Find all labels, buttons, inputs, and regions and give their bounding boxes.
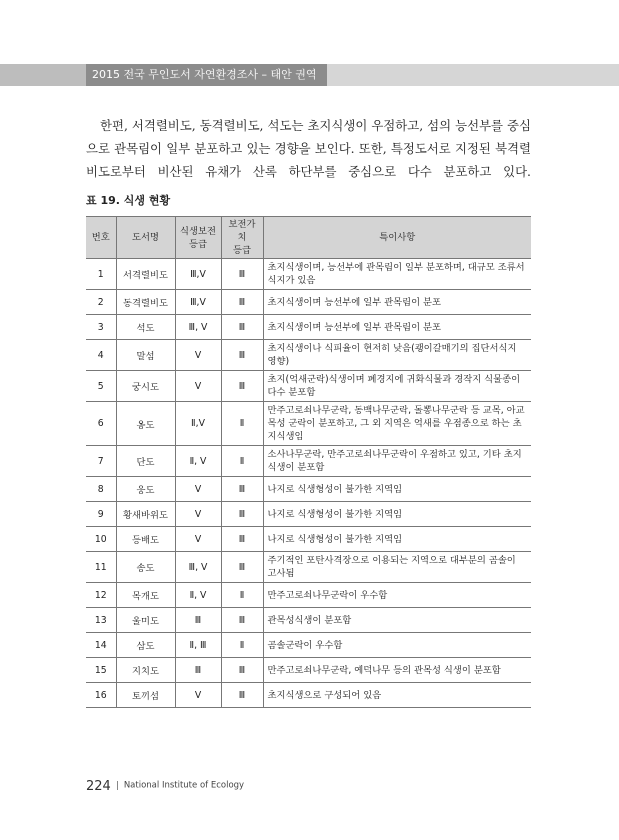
table-row [86, 315, 531, 340]
table-row [86, 477, 531, 502]
cell-island: 동격렬비도 [116, 290, 175, 315]
cell-number: 13 [86, 608, 116, 633]
cell-veg-grade: Ⅱ,Ⅴ [175, 402, 221, 446]
cell-island: 지치도 [116, 658, 175, 683]
cell-number: 16 [86, 683, 116, 708]
vegetation-status-table [86, 216, 531, 708]
running-header-title: 2015 전국 무인도서 자연환경조사 – 태안 권역 [86, 64, 327, 86]
institute-name: National Institute of Ecology [123, 780, 245, 791]
header-cons-grade [221, 217, 263, 259]
cell-island: 서격렬비도 [116, 259, 175, 290]
cell-island: 삼도 [116, 633, 175, 658]
cell-note: 초지식생이나 식피율이 현저히 낮음(괭이갈매기의 집단서식지 영향) [263, 340, 531, 371]
cell-number: 8 [86, 477, 116, 502]
header-cons-grade-line1: 보전가치 [228, 219, 256, 243]
cell-veg-grade: Ⅲ, Ⅴ [175, 552, 221, 583]
table-row [86, 608, 531, 633]
cell-number: 12 [86, 583, 116, 608]
cell-island: 궁시도 [116, 371, 175, 402]
cell-number: 3 [86, 315, 116, 340]
header-veg-grade-line2: 등급 [189, 238, 207, 250]
header-number: 번호 [86, 217, 116, 259]
table-row [86, 402, 531, 446]
cell-veg-grade: Ⅴ [175, 502, 221, 527]
table-row [86, 633, 531, 658]
cell-island: 웅도 [116, 477, 175, 502]
cell-veg-grade: Ⅲ,Ⅴ [175, 259, 221, 290]
cell-island: 목개도 [116, 583, 175, 608]
header-island: 도서명 [116, 217, 175, 259]
cell-cons-grade: Ⅲ [221, 290, 263, 315]
cell-veg-grade: Ⅴ [175, 371, 221, 402]
header-band-cap [0, 64, 86, 86]
cell-cons-grade: Ⅲ [221, 552, 263, 583]
cell-veg-grade: Ⅲ, Ⅴ [175, 315, 221, 340]
cell-island: 석도 [116, 315, 175, 340]
cell-number: 11 [86, 552, 116, 583]
cell-cons-grade: Ⅲ [221, 340, 263, 371]
cell-note: 만주고로쇠나무군락이 우수함 [263, 583, 531, 608]
cell-cons-grade: Ⅲ [221, 502, 263, 527]
footer-divider [117, 781, 118, 790]
cell-island: 송도 [116, 552, 175, 583]
cell-veg-grade: Ⅴ [175, 527, 221, 552]
cell-island: 단도 [116, 446, 175, 477]
body-paragraph-block [86, 114, 531, 183]
cell-note: 곰솔군락이 우수함 [263, 633, 531, 658]
running-header-band [0, 64, 619, 86]
header-veg-grade-line1: 식생보전 [180, 225, 216, 237]
cell-cons-grade: Ⅲ [221, 527, 263, 552]
cell-cons-grade: Ⅲ [221, 683, 263, 708]
table-row [86, 502, 531, 527]
cell-cons-grade: Ⅲ [221, 315, 263, 340]
cell-cons-grade: Ⅱ [221, 446, 263, 477]
cell-number: 6 [86, 402, 116, 446]
cell-island: 황새바위도 [116, 502, 175, 527]
cell-veg-grade: Ⅱ, Ⅴ [175, 446, 221, 477]
body-paragraph: 한편, 서격렬비도, 동격렬비도, 석도는 초지식생이 우점하고, 섬의 능선부를 중심으로 관목림이 일부 분포하고 있는 경향을 보인다. 또한, 특정도서로 지정된 북격렬비도로부터 비산된 유채가 산록 하단부를 중심으로 다수 분포하고 있다. [86, 118, 531, 179]
cell-number: 2 [86, 290, 116, 315]
cell-veg-grade: Ⅴ [175, 683, 221, 708]
cell-island: 토끼섬 [116, 683, 175, 708]
page-number: 224 [86, 779, 111, 794]
cell-number: 5 [86, 371, 116, 402]
cell-number: 15 [86, 658, 116, 683]
table-row [86, 583, 531, 608]
table-row [86, 527, 531, 552]
table-row [86, 371, 531, 402]
cell-number: 7 [86, 446, 116, 477]
table-row [86, 340, 531, 371]
cell-cons-grade: Ⅱ [221, 402, 263, 446]
table-row [86, 552, 531, 583]
cell-veg-grade: Ⅲ,Ⅴ [175, 290, 221, 315]
cell-cons-grade: Ⅲ [221, 658, 263, 683]
cell-veg-grade: Ⅲ [175, 658, 221, 683]
cell-cons-grade: Ⅲ [221, 608, 263, 633]
cell-island: 말섬 [116, 340, 175, 371]
header-cons-grade-line2: 등급 [233, 245, 251, 256]
cell-note: 관목성식생이 분포함 [263, 608, 531, 633]
cell-veg-grade: Ⅴ [175, 340, 221, 371]
cell-note: 초지(억새군락)식생이며 폐경지에 귀화식물과 경작지 식물종이 다수 분포함 [263, 371, 531, 402]
cell-number: 1 [86, 259, 116, 290]
cell-cons-grade: Ⅲ [221, 371, 263, 402]
cell-number: 4 [86, 340, 116, 371]
cell-note: 나지로 식생형성이 불가한 지역임 [263, 502, 531, 527]
cell-note: 만주고로쇠나무군락, 동백나무군락, 돌뽕나무군락 등 교목, 아교목성 군락이 분포하고, 그 외 지역은 억새를 우점종으로 하는 초지식생임 [263, 402, 531, 446]
cell-number: 14 [86, 633, 116, 658]
cell-number: 9 [86, 502, 116, 527]
cell-note: 만주고로쇠나무군락, 예덕나무 등의 관목성 식생이 분포함 [263, 658, 531, 683]
cell-note: 나지로 식생형성이 불가한 지역임 [263, 527, 531, 552]
page-footer [86, 775, 244, 794]
cell-island: 옹도 [116, 402, 175, 446]
table-header-row [86, 217, 531, 259]
cell-note: 초지식생이며 능선부에 일부 관목림이 분포 [263, 290, 531, 315]
cell-veg-grade: Ⅲ [175, 608, 221, 633]
cell-note: 주기적인 포탄사격장으로 이용되는 지역으로 대부분의 곰솔이 고사됨 [263, 552, 531, 583]
table-row [86, 683, 531, 708]
header-notes: 특이사항 [263, 217, 531, 259]
table-row [86, 658, 531, 683]
cell-number: 10 [86, 527, 116, 552]
cell-note: 소사나무군락, 만주고로쇠나무군락이 우점하고 있고, 기타 초지식생이 분포함 [263, 446, 531, 477]
cell-note: 초지식생이며 능선부에 일부 관목림이 분포 [263, 315, 531, 340]
cell-cons-grade: Ⅲ [221, 259, 263, 290]
cell-island: 등배도 [116, 527, 175, 552]
table-row [86, 446, 531, 477]
header-veg-grade [175, 217, 221, 259]
cell-note: 초지식생이며, 능선부에 관목림이 일부 분포하며, 대규모 조류서식지가 있음 [263, 259, 531, 290]
cell-note: 초지식생으로 구성되어 있음 [263, 683, 531, 708]
cell-cons-grade: Ⅱ [221, 583, 263, 608]
cell-cons-grade: Ⅱ [221, 633, 263, 658]
cell-veg-grade: Ⅱ, Ⅴ [175, 583, 221, 608]
cell-note: 나지로 식생형성이 불가한 지역임 [263, 477, 531, 502]
cell-veg-grade: Ⅴ [175, 477, 221, 502]
table-row [86, 290, 531, 315]
table-row [86, 259, 531, 290]
cell-cons-grade: Ⅲ [221, 477, 263, 502]
cell-veg-grade: Ⅱ, Ⅲ [175, 633, 221, 658]
table-caption: 표 19. 식생 현황 [86, 194, 171, 207]
cell-island: 울미도 [116, 608, 175, 633]
